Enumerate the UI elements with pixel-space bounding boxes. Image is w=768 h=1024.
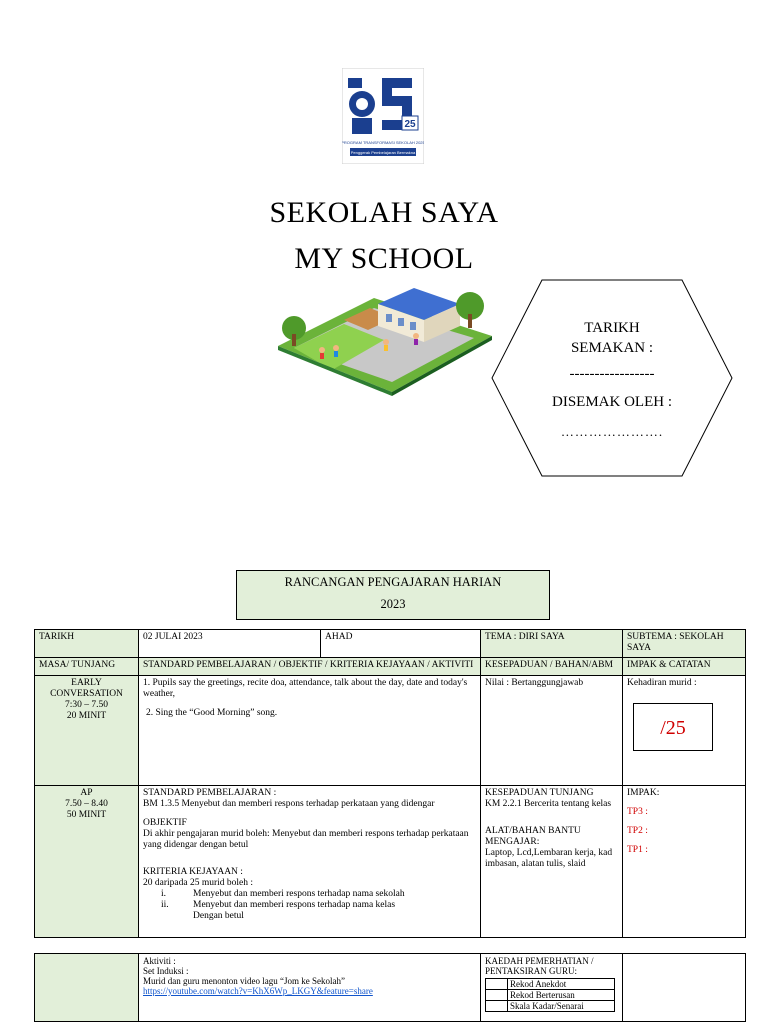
col-header-standard: STANDARD PEMBELAJARAN / OBJEKTIF / KRITERIA KEJAYAAN / AKTIVITI xyxy=(139,658,481,676)
activity-time-cell xyxy=(35,954,139,1022)
theme-cell: TEMA : DIRI SAYA xyxy=(481,630,623,658)
tp2-label: TP2 : xyxy=(627,826,648,836)
svg-text:Penggerak Pembelajaran Bermakn: Penggerak Pembelajaran Bermakna xyxy=(350,150,416,155)
assessment-cell: KAEDAH PEMERHATIAN / PENTAKSIRAN GURU: Rekod Anekdot Rekod Berterusan Skala Kadar/Senarai xyxy=(481,954,623,1022)
review-date-label: TARIKH SEMAKAN : xyxy=(570,320,654,356)
title-english: MY SCHOOL xyxy=(294,242,474,275)
day-value: AHAD xyxy=(321,630,481,658)
date-label: TARIKH xyxy=(35,630,139,658)
standard-cell-ap: STANDARD PEMBELAJARAN : BM 1.3.5 Menyebut dan memberi respons terhadap perkataan yang didengar OBJEKTIF Di akhir pengajaran murid boleh: Menyebut dan memberi respons terhadap perkataan yang didengar dengan betul KRITERIA KEJAYAAN : 20 daripada 25 murid boleh : i. Menyebut dan memberi respons terhadap nama sekolah ii. Menyebut dan memberi respons terhadap nama kelas Dengan betul xyxy=(139,786,481,938)
col-header-integration: KESEPADUAN / BAHAN/ABM xyxy=(481,658,623,676)
review-box xyxy=(490,278,734,478)
activity-table xyxy=(34,953,746,1022)
column-header-row xyxy=(35,658,746,676)
option-rating-scale: Skala Kadar/Senarai xyxy=(508,1001,615,1012)
info-row xyxy=(35,630,746,658)
row-early-conversation xyxy=(35,676,746,786)
activity-desc-cell: Aktiviti : Set Induksi : Murid dan guru menonton video lagu “Jom ke Sekolah” https://youtube.com/watch?v=KhX6Wp_LKGY&feature=share xyxy=(139,954,481,1022)
subtheme-cell: SUBTEMA : SEKOLAH SAYA xyxy=(623,630,746,658)
impact-cell-ap: IMPAK: TP3 : TP2 : TP1 : xyxy=(623,786,746,938)
col-header-time: MASA/ TUNJANG xyxy=(35,658,139,676)
lesson-plan-title: RANCANGAN PENGAJARAN HARIAN xyxy=(284,575,502,589)
option-continuous: Rekod Berterusan xyxy=(508,990,615,1001)
lesson-plan-header xyxy=(236,570,550,620)
lesson-plan-year: 2023 xyxy=(380,597,406,611)
reviewer-name-blank: …………………. xyxy=(560,424,664,439)
row-ap xyxy=(35,786,746,938)
values-cell-early: Nilai : Bertanggungjawab xyxy=(481,676,623,786)
option-anecdotal: Rekod Anekdot xyxy=(508,979,615,990)
school-transformation-logo xyxy=(342,68,424,164)
activity-cell-early: 1. Pupils say the greetings, recite doa, attendance, talk about the day, date and today's weather, 2. Sing the “Good Morning” song. xyxy=(139,676,481,786)
integration-cell-ap: KESEPADUAN TUNJANG KM 2.2.1 Bercerita tentang kelas ALAT/BAHAN BANTU MENGAJAR: Laptop, Lcd,Lembaran kerja, kad imbasan, alatan tulis, slaid xyxy=(481,786,623,938)
review-date-blank: ----------------- xyxy=(569,366,655,382)
time-cell-early: EARLY CONVERSATION 7:30 – 7.50 20 MINIT xyxy=(35,676,139,786)
activity-impact-cell xyxy=(623,954,746,1022)
svg-text:25: 25 xyxy=(404,119,416,130)
attendance-cell: Kehadiran murid : /25 xyxy=(623,676,746,786)
tp3-label: TP3 : xyxy=(627,807,648,817)
col-header-impact: IMPAK & CATATAN xyxy=(623,658,746,676)
reviewed-by-label: DISEMAK OLEH : xyxy=(552,394,672,410)
school-illustration xyxy=(274,284,496,396)
lesson-plan-table xyxy=(34,629,746,938)
video-link[interactable]: https://youtube.com/watch?v=KhX6Wp_LKGY&feature=share xyxy=(143,986,373,996)
date-value: 02 JULAI 2023 xyxy=(139,630,321,658)
assessment-options xyxy=(485,978,615,1012)
time-cell-ap: AP 7.50 – 8.40 50 MINIT xyxy=(35,786,139,938)
tp1-label: TP1 : xyxy=(627,845,648,855)
title-malay: SEKOLAH SAYA xyxy=(269,196,499,229)
attendance-score: /25 xyxy=(633,703,713,751)
svg-text:PROGRAM TRANSFORMASI SEKOLAH 2: PROGRAM TRANSFORMASI SEKOLAH 2025 xyxy=(342,140,424,145)
